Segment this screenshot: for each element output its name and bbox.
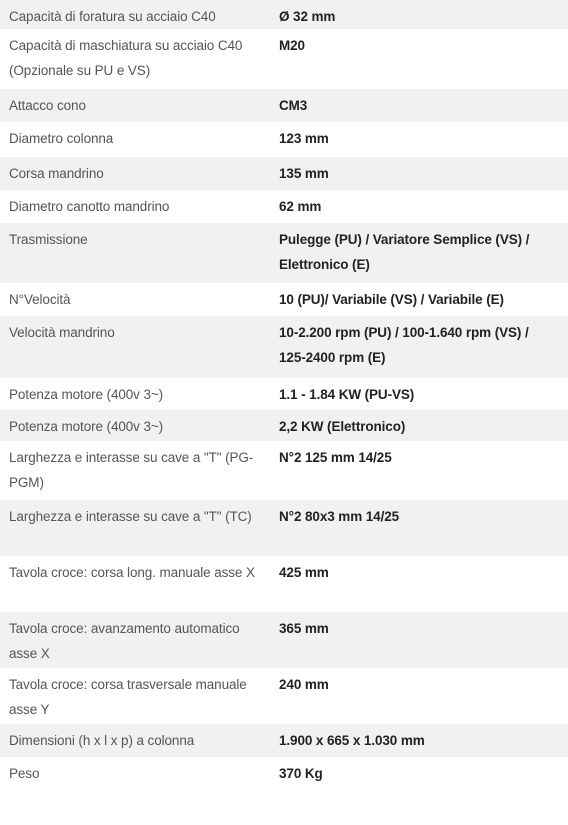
spec-value: 2,2 KW (Elettronico): [279, 419, 406, 434]
spec-value: 62 mm: [279, 199, 322, 214]
table-row: [0, 410, 568, 441]
table-row: [0, 29, 568, 89]
table-row: [0, 441, 568, 500]
spec-label: Capacità di maschiatura su acciaio C40 (Opzionale su PU e VS): [9, 38, 243, 78]
spec-value: 123 mm: [279, 131, 329, 146]
spec-value: 135 mm: [279, 166, 329, 181]
table-row: [0, 378, 568, 410]
spec-value: 10 (PU)/ Variabile (VS) / Variabile (E): [279, 292, 504, 307]
table-row: [0, 122, 568, 157]
spec-value: Ø 32 mm: [279, 9, 336, 24]
spec-label: Trasmissione: [9, 232, 88, 247]
spec-label: Dimensioni (h x l x p) a colonna: [9, 733, 195, 748]
table-row: [0, 668, 568, 724]
spec-value: 240 mm: [279, 677, 329, 692]
table-row: [0, 556, 568, 612]
table-row: [0, 190, 568, 223]
table-row: [0, 500, 568, 556]
spec-value: CM3: [279, 98, 308, 113]
spec-value: 365 mm: [279, 621, 329, 636]
table-row: [0, 724, 568, 757]
spec-label: Diametro colonna: [9, 131, 114, 146]
spec-value: Pulegge (PU) / Variatore Semplice (VS) / Elettronico (E): [279, 232, 530, 272]
spec-label: Tavola croce: avanzamento automatico asse X: [9, 621, 240, 661]
table-row: [0, 612, 568, 668]
spec-label: Peso: [9, 766, 40, 781]
spec-label: Potenza motore (400v 3~): [9, 387, 164, 402]
spec-value: 10-2.200 rpm (PU) / 100-1.640 rpm (VS) / 125-2400 rpm (E): [279, 325, 529, 365]
spec-value: N°2 80x3 mm 14/25: [279, 509, 400, 524]
table-row: [0, 89, 568, 122]
spec-value: M20: [279, 38, 305, 53]
spec-value: 1.1 - 1.84 KW (PU-VS): [279, 387, 415, 402]
spec-value: 1.900 x 665 x 1.030 mm: [279, 733, 425, 748]
spec-value: 370 Kg: [279, 766, 323, 781]
spec-label: Larghezza e interasse su cave a "T" (TC): [9, 509, 252, 524]
spec-label: Capacità di foratura su acciaio C40: [9, 9, 216, 24]
table-row: [0, 0, 568, 29]
table-row: [0, 316, 568, 378]
spec-value: 425 mm: [279, 565, 329, 580]
spec-label: Larghezza e interasse su cave a "T" (PG-PGM): [9, 450, 254, 490]
spec-label: Attacco cono: [9, 98, 86, 113]
spec-label: Corsa mandrino: [9, 166, 104, 181]
table-row: [0, 223, 568, 283]
table-row: [0, 283, 568, 316]
spec-label: Diametro canotto mandrino: [9, 199, 170, 214]
table-row: [0, 157, 568, 190]
spec-label: N°Velocità: [9, 292, 71, 307]
table-row: [0, 757, 568, 790]
spec-label: Potenza motore (400v 3~): [9, 419, 164, 434]
spec-label: Tavola croce: corsa long. manuale asse X: [9, 565, 255, 580]
spec-label: Tavola croce: corsa trasversale manuale asse Y: [9, 677, 247, 717]
spec-label: Velocità mandrino: [9, 325, 115, 340]
spec-value: N°2 125 mm 14/25: [279, 450, 392, 465]
